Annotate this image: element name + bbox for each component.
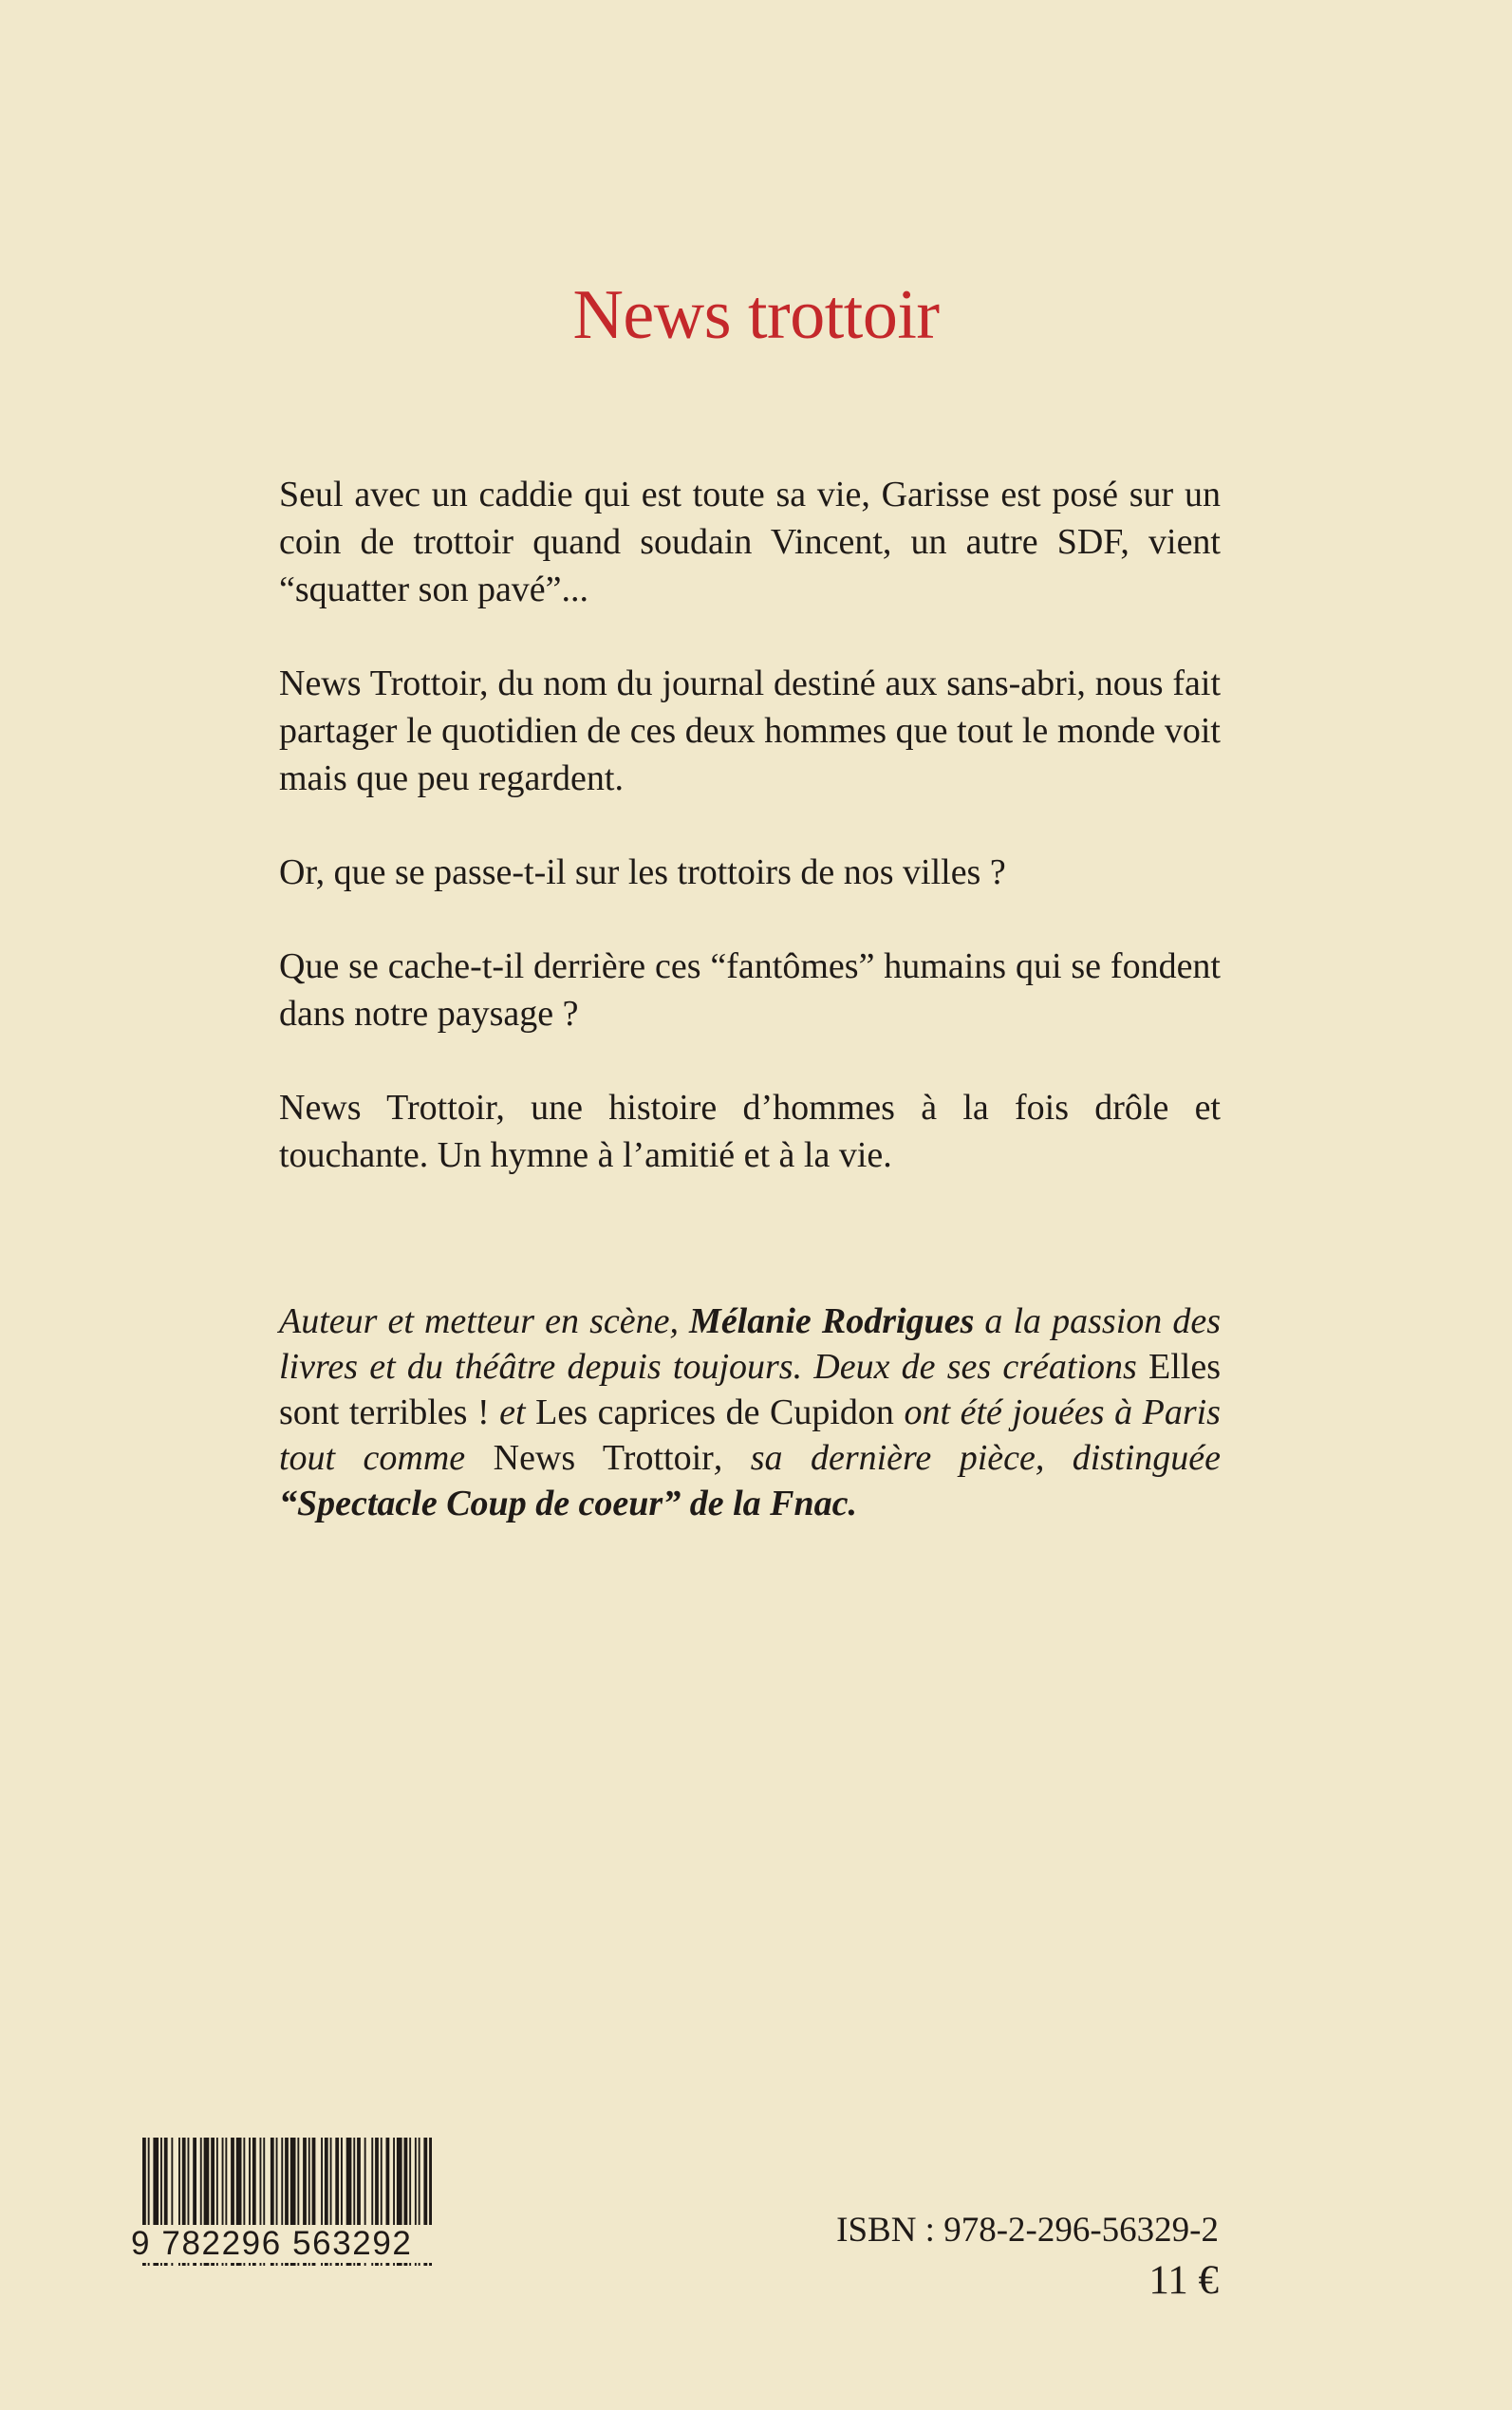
barcode-digits: 9 782296 563292 [129, 2225, 433, 2263]
synopsis-paragraph: News Trottoir, du nom du journal destiné aux sans-abri, nous fait partager le quotidien de ces deux hommes que tout le monde voit mais que peu regardent. [279, 663, 1221, 798]
work-title: News Trottoir [493, 1438, 714, 1478]
work-title: Elles sont terribles ! [279, 1347, 1221, 1432]
synopsis-paragraph: Que se cache-t-il derrière ces “fantômes” humains qui se fondent dans notre paysage ? [279, 946, 1221, 1034]
synopsis [279, 471, 1221, 1225]
isbn: ISBN : 978-2-296-56329-2 [836, 2211, 1219, 2250]
price: 11 € [1148, 2258, 1219, 2303]
author-bio-text: a la passion des livres et du théâtre depuis toujours. Deux de ses créations [279, 1301, 1221, 1387]
synopsis-paragraph: Or, que se passe-t-il sur les trottoirs de nos villes ? [279, 852, 1006, 892]
award-text: “Spectacle Coup de coeur” de la Fnac. [279, 1484, 857, 1523]
book-title: News trottoir [572, 276, 940, 354]
work-title: Les caprices de Cupidon [535, 1392, 905, 1432]
author-bio-text: et [499, 1392, 536, 1432]
author-bio-text: , sa dernière pièce, distinguée [713, 1438, 1222, 1478]
synopsis-paragraph: News Trottoir, une histoire d’hommes à la fois drôle et touchante. Un hymne à l’amitié et à la vie. [279, 1088, 1221, 1175]
author-bio [279, 1298, 1221, 1526]
author-bio-text: ont été jouées à Paris tout comme [279, 1392, 1221, 1478]
synopsis-paragraph: Seul avec un caddie qui est toute sa vie, Garisse est posé sur un coin de trottoir quand soudain Vincent, un autre SDF, vient “squatter son pavé”... [279, 475, 1221, 609]
author-bio-intro: Auteur et metteur en scène, [279, 1301, 690, 1341]
author-name: Mélanie Rodrigues [689, 1301, 975, 1341]
